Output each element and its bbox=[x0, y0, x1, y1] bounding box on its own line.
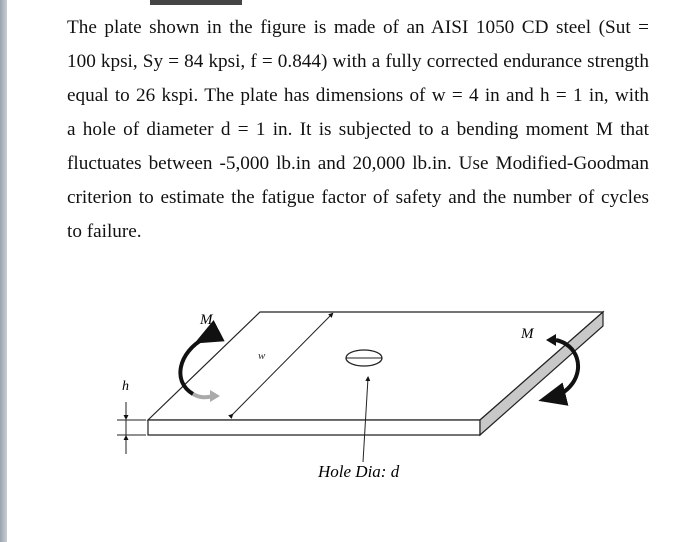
plate-figure bbox=[100, 290, 620, 490]
problem-line-2: 100 kpsi, Sy = 84 kpsi, f = 0.844) with a fully corrected endurance strength bbox=[67, 51, 649, 72]
hole-diameter-label: Hole Dia: d bbox=[318, 462, 400, 481]
problem-line-7: to failure. bbox=[67, 221, 142, 242]
problem-statement bbox=[67, 11, 649, 249]
problem-line-3: equal to 26 kspi. The plate has dimensions of w = 4 in and h = 1 in, with bbox=[67, 85, 649, 106]
problem-line-5: fluctuates between -5,000 lb.in and 20,000 lb.in. Use Modified-Goodman bbox=[67, 153, 649, 174]
thickness-label: h bbox=[122, 379, 129, 394]
top-edge-strip bbox=[150, 0, 242, 5]
problem-line-4: a hole of diameter d = 1 in. It is subjected to a bending moment M that bbox=[67, 119, 649, 140]
plate-front-side bbox=[148, 420, 480, 435]
problem-line-1: The plate shown in the figure is made of an AISI 1050 CD steel (Sut = bbox=[67, 17, 649, 38]
plate-top-face bbox=[148, 312, 603, 420]
right-moment-label: M bbox=[521, 326, 534, 342]
left-moment-label: M bbox=[200, 312, 213, 328]
page-left-edge bbox=[0, 0, 7, 542]
problem-line-6: criterion to estimate the fatigue factor of safety and the number of cycles bbox=[67, 187, 649, 208]
width-label: w bbox=[258, 350, 266, 362]
